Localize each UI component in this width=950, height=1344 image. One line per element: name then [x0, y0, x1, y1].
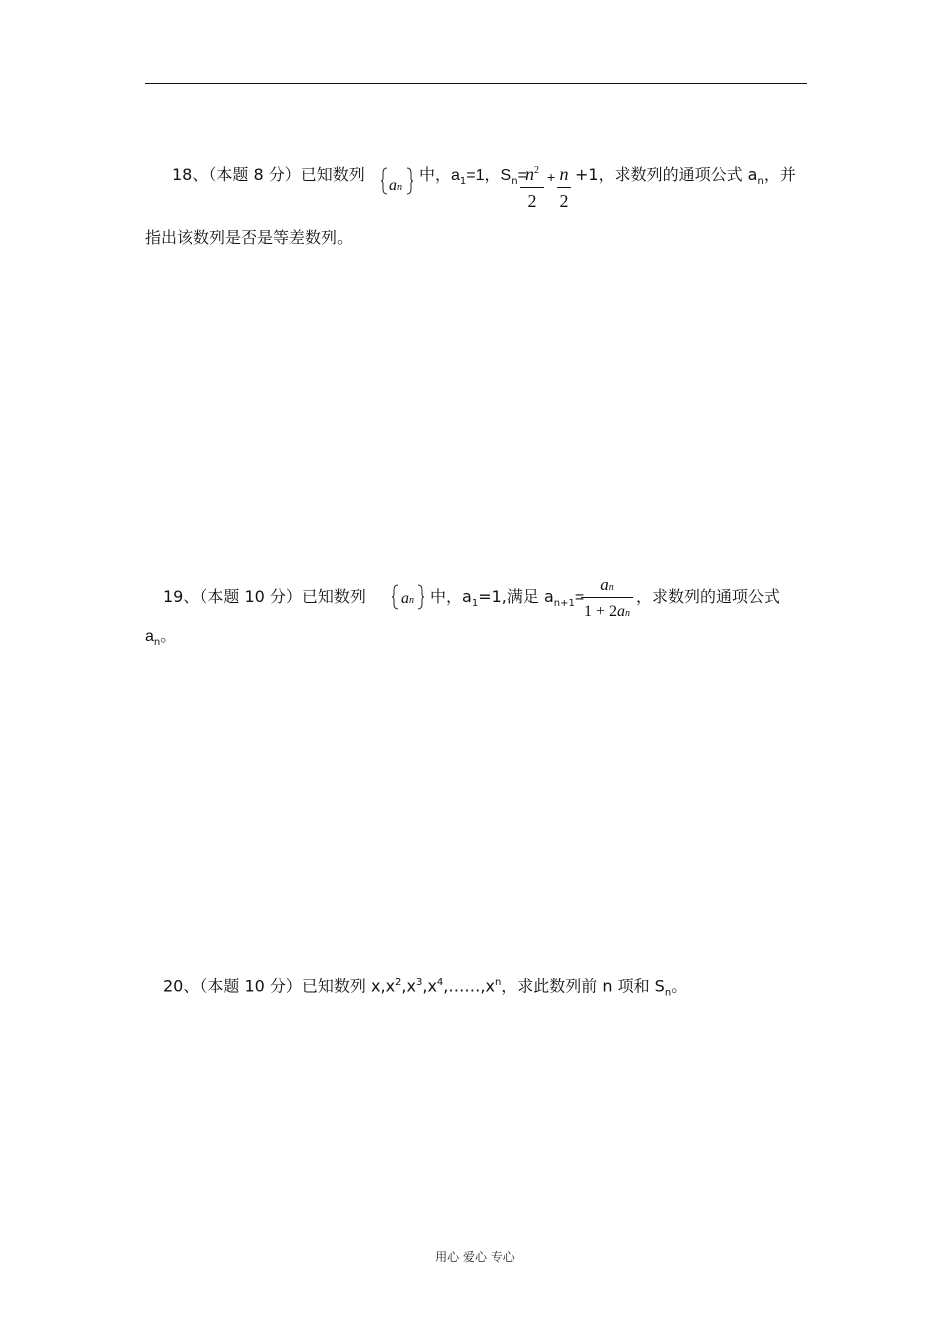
q20-c1: ,x [401, 976, 416, 996]
q19-mid [430, 587, 584, 614]
q19-mid1: 中，a [430, 587, 472, 606]
q19-frac-num [580, 575, 634, 595]
q19-an1-sub: n+1 [553, 598, 575, 610]
q18-frac1-sup: 2 [534, 165, 539, 176]
q18-points: （本题 8 分） [208, 165, 301, 184]
q18-frac2-num: n [559, 164, 569, 184]
q18-seq [389, 175, 402, 198]
q20-sup3: 3 [415, 977, 423, 988]
q19-line2-end: 。 [160, 626, 177, 645]
q19-line2-var: a [145, 628, 154, 645]
q18-plus: + [547, 169, 556, 185]
q18-number: 18、 [172, 165, 209, 184]
q18-line1 [172, 165, 365, 185]
q18-sn: S [500, 167, 512, 184]
q18-line2: 指出该数列是否是等差数列。 [145, 228, 354, 247]
q18-eq: = [517, 167, 527, 184]
q20-sup2: 2 [395, 977, 402, 988]
q20-c2: ,x [422, 976, 437, 996]
q18-frac1-bar [520, 187, 544, 188]
q20-c3: ,……,x [443, 976, 495, 996]
q18-frac2-den: 2 [559, 191, 569, 211]
header-rule [145, 83, 807, 84]
q20-number: 20、 [163, 976, 200, 996]
q19-line2 [145, 626, 176, 653]
q18-sn-sub: n [511, 176, 518, 188]
q19-num-sub: n [608, 582, 614, 593]
q18-seq-sub: n [397, 182, 402, 193]
q19-mid2: =1,满足 a [478, 587, 554, 606]
q19-a1-sub: 1 [471, 598, 479, 610]
q19-seq [401, 588, 414, 611]
q18-mid [419, 165, 527, 192]
q18-a1: a [451, 167, 460, 184]
q18-frac1-den: 2 [527, 191, 537, 211]
q19-points: （本题 10 分） [199, 587, 302, 606]
q20-tail-sub: n [664, 987, 672, 999]
q19-num-var: a [600, 575, 609, 594]
q18-frac1-num [518, 164, 546, 185]
q18-tail-sub: n [757, 176, 764, 188]
q20-end: 。 [671, 976, 688, 996]
q18-mid1: 中， [419, 165, 452, 184]
q20-sup4: 4 [436, 977, 444, 988]
q19-den-sub: n [625, 608, 631, 619]
q20-lead: 已知数列 x,x [301, 976, 396, 996]
q19-tail: ，求数列的通项公式 [636, 587, 781, 606]
q18-seq-var: a [389, 177, 397, 194]
q18-tail-end: ，并 [763, 165, 796, 184]
q19-line1 [163, 587, 366, 607]
q20-line1 [163, 973, 687, 1004]
q19-seq-sub: n [409, 595, 414, 606]
q18-lead: 已知数列 [300, 165, 365, 184]
q19-seq-var: a [401, 590, 409, 607]
q18-frac2-bar [557, 187, 571, 188]
q19-den-var: a [617, 603, 626, 620]
q18-frac1-num-var: n [525, 164, 534, 184]
q18-a1-val: =1， [466, 167, 501, 184]
q20-points: （本题 10 分） [199, 976, 302, 996]
q18-tail [575, 165, 796, 192]
q20-tail: ，求此数列前 n 项和 S [501, 976, 665, 996]
page-footer: 用心 爱心 专心 [435, 1250, 515, 1264]
q19-eq: = [574, 589, 585, 606]
q20-supn: n [494, 977, 502, 988]
q18-a1-sub: 1 [459, 176, 467, 188]
q19-lead: 已知数列 [301, 587, 366, 606]
q19-line2-sub: n [153, 637, 161, 649]
q19-frac-den [578, 601, 636, 621]
q19-den-pre: 1 + 2 [583, 603, 618, 620]
q19-frac-bar [581, 597, 633, 598]
q19-number: 19、 [163, 587, 200, 606]
q18-tail-text: +1，求数列的通项公式 a [575, 165, 758, 184]
